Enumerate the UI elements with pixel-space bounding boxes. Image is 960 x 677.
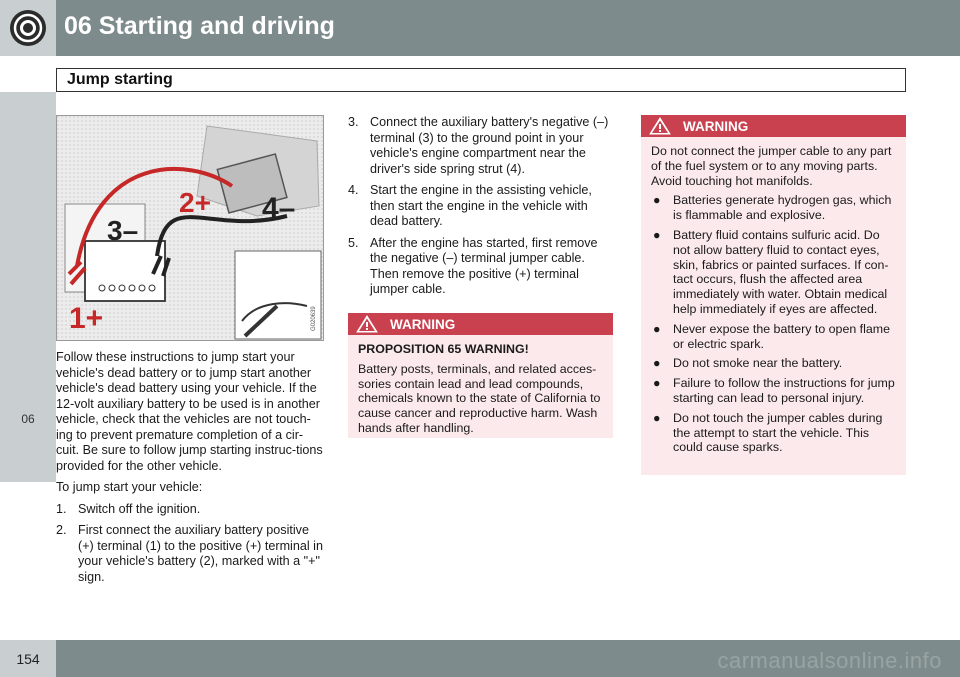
bullet-dot: ● [653, 227, 661, 242]
step-item [348, 236, 613, 298]
step-number: 3. [348, 115, 359, 129]
warning-intro: Do not connect the jumper cable to any part of the fuel system or to any moving parts. Avoid touching hot manifolds. [651, 144, 892, 188]
bullet-dot: ● [653, 193, 661, 208]
step-item [348, 183, 613, 230]
warning-triangle-icon [356, 315, 378, 333]
watermark-text: carmanualsonline.info [717, 648, 942, 673]
page-header [0, 0, 960, 56]
warning-box-jump-cables [641, 115, 906, 475]
step-text: Switch off the ignition. [78, 501, 201, 516]
bullet-text: Do not touch the jumper cables during the attempt to start the vehicle. This could cause sparks. [673, 410, 883, 455]
warning-bullet [651, 411, 897, 455]
step-text: Start the engine in the assisting vehicle, then start the engine in the vehicle with dead battery. [370, 183, 592, 228]
chapter-side-tab [0, 92, 56, 482]
step-text: First connect the auxiliary battery positive (+) terminal (1) to the positive (+) terminal in your vehicle's battery (2), marked with a "+" sign. [78, 523, 323, 584]
column-2 [348, 115, 613, 304]
column-1 [56, 350, 326, 591]
volvo-logo-icon [8, 8, 48, 48]
chapter-tab-label: 06 [21, 412, 35, 426]
warning-box-proposition-65 [348, 313, 613, 438]
bullet-dot: ● [653, 356, 661, 371]
step-number: 5. [348, 235, 359, 250]
section-bar [56, 68, 906, 92]
figure-label-4: 4– [262, 192, 296, 225]
step-text: After the engine has started, first remove the negative (–) terminal jumper cable. Then remove the positive (+) terminal jumper cable. [370, 235, 598, 296]
step-text: Connect the auxiliary battery's negative (–) terminal (3) to the ground point in your vehicle's engine compartment near the driver's side spring strut (4). [370, 115, 609, 176]
logo-box [0, 0, 56, 56]
bullet-dot: ● [653, 376, 661, 391]
warning-bullet [651, 356, 897, 371]
warning-text: Battery posts, terminals, and related acces-sories contain lead and lead compounds, chemicals known to the state of California to cause cancer and reproductive harm. Wash hands after handling. [358, 361, 601, 435]
figure-label-3: 3– [107, 215, 139, 246]
warning-bullet [651, 193, 897, 223]
step-item [56, 502, 326, 518]
step-number: 4. [348, 183, 359, 197]
warning-body [348, 335, 613, 451]
warning-title: WARNING [390, 316, 456, 332]
figure-label-2: 2+ [179, 187, 211, 218]
intro-paragraph: Follow these instructions to jump start your vehicle's dead battery or to jump start another vehicle's dead battery using your vehicle. If the 12-volt auxiliary battery to be used is in another vehicle, check that the vehicles are not touch-ing to prevent premature completion of a cir-cuit. Be sure to follow jump starting instruc-tions provided for the other vehicle. [56, 350, 323, 473]
jump-start-illustration [56, 115, 324, 341]
step-number: 1. [56, 501, 67, 516]
warning-subtitle: PROPOSITION 65 WARNING! [358, 342, 529, 356]
warning-title: WARNING [683, 118, 749, 134]
bullet-text: Battery fluid contains sulfuric acid. Do not allow battery fluid to contact eyes, skin, fabrics or painted surfaces. If con-tact occurs, flush the affected area immediately with water. Obtain medical help immediately if eyes are affected. [673, 227, 889, 316]
chapter-title: 06 Starting and driving [64, 12, 335, 40]
warning-triangle-icon [649, 117, 671, 135]
page-number-box [0, 640, 56, 677]
bullet-text: Failure to follow the instructions for jump starting can lead to personal injury. [673, 376, 895, 405]
bullet-dot: ● [653, 410, 661, 425]
step-item [348, 115, 613, 177]
bullet-text: Do not smoke near the battery. [673, 356, 843, 371]
lead-paragraph: To jump start your vehicle: [56, 480, 203, 494]
figure-label-1: 1+ [69, 302, 104, 335]
page-footer [0, 640, 960, 677]
step-item [56, 523, 326, 585]
warning-bullet [651, 228, 897, 317]
warning-bullet [651, 376, 897, 406]
step-number: 2. [56, 523, 67, 537]
section-title: Jump starting [67, 71, 173, 88]
bullet-text: Never expose the battery to open flame or electric spark. [673, 321, 890, 351]
warning-header [348, 313, 613, 335]
figure-code: G020639 [311, 306, 317, 331]
engine-bay-figure [57, 116, 324, 341]
bullet-text: Batteries generate hydrogen gas, which is flammable and explosive. [673, 193, 892, 223]
bullet-dot: ● [653, 321, 661, 336]
warning-body [641, 137, 906, 465]
warning-bullet [651, 322, 897, 352]
warning-header [641, 115, 906, 137]
page-number: 154 [16, 651, 40, 667]
